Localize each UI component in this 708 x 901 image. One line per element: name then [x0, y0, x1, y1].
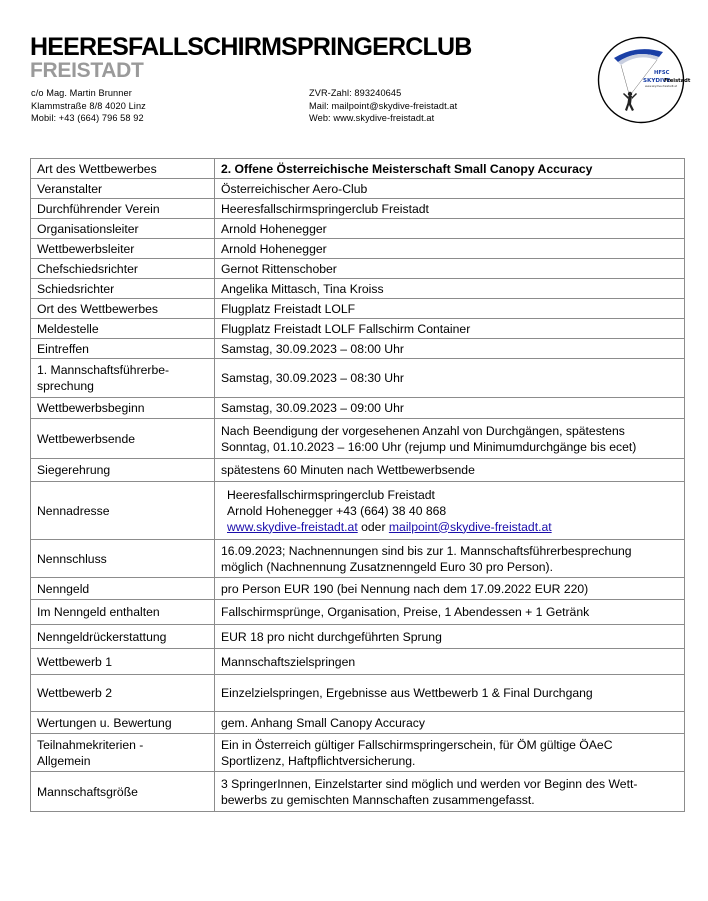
row-label: [31, 259, 215, 279]
postal-address: [31, 87, 146, 125]
row-label: [31, 600, 215, 625]
row-label-text: Nenngeldrückerstattung: [37, 629, 167, 644]
row-value-text: Nach Beendigung der vorgesehenen Anzahl von Durchgängen, spätestens: [221, 423, 625, 438]
row-label-text: Wettbewerbsbeginn: [37, 401, 145, 415]
logo-hfsc: HFSC: [654, 70, 670, 76]
row-value: [215, 772, 685, 812]
row-value: [215, 482, 685, 540]
row-label: [31, 398, 215, 419]
address-line: Klammstraße 8/8 4020 Linz: [31, 100, 146, 111]
row-label-text: Wettbewerbsleiter: [37, 241, 135, 256]
row-value: [215, 279, 685, 299]
mail-line: Mail: mailpoint@skydive-freistadt.at: [309, 100, 458, 111]
table-row: [31, 419, 685, 459]
table-row: [31, 600, 685, 625]
row-label-text: Siegerehrung: [37, 463, 111, 477]
row-value-text: pro Person EUR 190 (bei Nennung nach dem 17.09.2022 EUR 220): [221, 581, 589, 596]
row-label: [31, 339, 215, 359]
row-value: [215, 459, 685, 482]
logo-url: www.skydive-freistadt.at: [645, 85, 677, 88]
row-label: [31, 482, 215, 540]
website-link[interactable]: www.skydive-freistadt.at: [227, 519, 358, 534]
table-row: [31, 159, 685, 179]
row-value-text: 16.09.2023; Nachnennungen sind bis zur 1. Mannschaftsführerbesprechung: [221, 543, 632, 558]
row-value: [215, 578, 685, 600]
row-value-text: 3 SpringerInnen, Einzelstarter sind möglich und werden vor Beginn des Wett-: [221, 776, 638, 791]
row-value-text: spätestens 60 Minuten nach Wettbewerbsende: [221, 463, 475, 477]
table-row: [31, 179, 685, 199]
row-value-text: Samstag, 30.09.2023 – 09:00 Uhr: [221, 401, 404, 415]
row-value-text: Heeresfallschirmspringerclub Freistadt: [227, 487, 435, 502]
row-value: [215, 734, 685, 772]
row-value: [215, 339, 685, 359]
row-label-text: Eintreffen: [37, 341, 89, 356]
club-city: FREISTADT: [30, 59, 144, 82]
row-label-text: Durchführender Verein: [37, 201, 160, 216]
row-value-text: Österreichischer Aero-Club: [221, 181, 368, 196]
row-value-text: Samstag, 30.09.2023 – 08:00 Uhr: [221, 341, 404, 356]
row-label-text: Wettbewerb 1: [37, 654, 112, 669]
club-name: HEERESFALLSCHIRMSPRINGERCLUB: [30, 33, 472, 61]
row-value-text: Samstag, 30.09.2023 – 08:30 Uhr: [221, 371, 404, 385]
row-label: [31, 734, 215, 772]
row-value-text: Flugplatz Freistadt LOLF: [221, 301, 356, 316]
row-value-text: Sonntag, 01.10.2023 – 16:00 Uhr (rejump und Minimumdurchgänge bis ecet): [221, 439, 637, 454]
row-value: [215, 600, 685, 625]
row-value-text: Einzelzielspringen, Ergebnisse aus Wettbewerb 1 & Final Durchgang: [221, 686, 593, 700]
row-value: [215, 319, 685, 339]
row-value-text: möglich (Nachnennung Zusatznenngeld Euro 30 pro Person).: [221, 559, 553, 574]
table-row: [31, 199, 685, 219]
table-row: [31, 540, 685, 578]
table-row: [31, 649, 685, 675]
address-line: c/o Mag. Martin Brunner: [31, 88, 132, 98]
row-label-text: Allgemein: [37, 753, 91, 768]
row-label: [31, 159, 215, 179]
links-separator: oder: [357, 519, 389, 534]
row-value: [215, 159, 685, 179]
row-value-text: Heeresfallschirmspringerclub Freistadt: [221, 201, 429, 216]
table-row: [31, 578, 685, 600]
row-label: [31, 299, 215, 319]
table-row: [31, 319, 685, 339]
row-label: [31, 359, 215, 398]
phone-line: Mobil: +43 (664) 796 58 92: [31, 113, 144, 123]
row-label-text: Organisationsleiter: [37, 221, 139, 236]
row-label-text: Im Nenngeld enthalten: [37, 605, 160, 619]
row-value: [215, 259, 685, 279]
row-value: [215, 419, 685, 459]
row-label-text: Nennschluss: [37, 551, 107, 566]
row-value: [215, 199, 685, 219]
table-row: [31, 482, 685, 540]
row-value: [215, 649, 685, 675]
row-label-text: Nenngeld: [37, 581, 90, 596]
row-value: [215, 299, 685, 319]
row-value: [215, 359, 685, 398]
table-row: [31, 259, 685, 279]
table-row: [31, 625, 685, 649]
row-value-text: Angelika Mittasch, Tina Kroiss: [221, 281, 384, 296]
row-label-text: Ort des Wettbewerbes: [37, 301, 159, 316]
email-link[interactable]: mailpoint@skydive-freistadt.at: [388, 519, 552, 534]
links-line: [221, 519, 678, 535]
table-row: [31, 459, 685, 482]
row-label-text: Meldestelle: [37, 321, 99, 336]
table-row: [31, 359, 685, 398]
row-label-text: 1. Mannschaftsführerbe-: [37, 363, 170, 377]
row-value-text: 2. Offene Österreichische Meisterschaft Small Canopy Accuracy: [221, 161, 593, 176]
row-label-text: Wertungen u. Bewertung: [37, 715, 172, 730]
contact-details: [309, 87, 457, 125]
row-label-text: Chefschiedsrichter: [37, 261, 138, 276]
row-label-text: Wettbewerbsende: [37, 431, 136, 446]
row-label-text: Schiedsrichter: [37, 281, 115, 296]
row-label-text: Veranstalter: [37, 181, 103, 196]
row-label: [31, 649, 215, 675]
row-value-text: Ein in Österreich gültiger Fallschirmspringerschein, für ÖM gültige ÖAeC: [221, 737, 613, 752]
row-label: [31, 199, 215, 219]
row-value: [215, 675, 685, 712]
row-label-text: Nennadresse: [37, 503, 110, 518]
row-label-text: Mannschaftsgröße: [37, 784, 138, 799]
row-label: [31, 459, 215, 482]
row-value-text: Flugplatz Freistadt LOLF Fallschirm Container: [221, 321, 471, 336]
row-value: [215, 625, 685, 649]
row-label-text: Teilnahmekriterien -: [37, 737, 144, 752]
table-row: [31, 339, 685, 359]
table-row: [31, 772, 685, 812]
row-label-text: sprechung: [37, 379, 94, 393]
row-label-text: Art des Wettbewerbes: [37, 161, 157, 176]
row-label: [31, 712, 215, 734]
table-row: [31, 675, 685, 712]
row-value-text: Fallschirmsprünge, Organisation, Preise, 1 Abendessen + 1 Getränk: [221, 605, 590, 619]
table-row: [31, 398, 685, 419]
row-value: [215, 179, 685, 199]
logo-freistadt: Freistadt: [664, 78, 691, 84]
row-label: [31, 179, 215, 199]
row-label-text: Wettbewerb 2: [37, 686, 112, 700]
skydive-freistadt-logo: [597, 36, 691, 124]
row-value: [215, 239, 685, 259]
row-label: [31, 279, 215, 299]
zvr-number: ZVR-Zahl: 893240645: [309, 88, 402, 98]
row-value: [215, 712, 685, 734]
row-label: [31, 419, 215, 459]
row-label: [31, 578, 215, 600]
row-value-text: EUR 18 pro nicht durchgeführten Sprung: [221, 629, 442, 644]
row-value-text: bewerbs zu gemischten Mannschaften zusammengefasst.: [221, 792, 535, 807]
table-row: [31, 299, 685, 319]
row-value: [215, 540, 685, 578]
row-value-text: Gernot Rittenschober: [221, 261, 337, 276]
logo-skydive: SKYDIVE: [643, 78, 671, 84]
table-row: [31, 239, 685, 259]
row-value-text: Arnold Hohenegger +43 (664) 38 40 868: [227, 503, 447, 518]
row-value: [215, 219, 685, 239]
row-label: [31, 772, 215, 812]
web-line: Web: www.skydive-freistadt.at: [309, 113, 435, 123]
table-row: [31, 734, 685, 772]
row-label: [31, 625, 215, 649]
table-row: [31, 712, 685, 734]
row-label: [31, 675, 215, 712]
row-value-text: Arnold Hohenegger: [221, 221, 327, 236]
row-value-text: Arnold Hohenegger: [221, 241, 327, 256]
row-label: [31, 239, 215, 259]
row-value-text: Mannschaftszielspringen: [221, 654, 356, 669]
row-label: [31, 219, 215, 239]
row-value: [215, 398, 685, 419]
row-label: [31, 319, 215, 339]
table-row: [31, 279, 685, 299]
row-value-text: gem. Anhang Small Canopy Accuracy: [221, 715, 425, 730]
row-value-text: Sportlizenz, Haftpflichtversicherung.: [221, 753, 416, 768]
competition-details-table: [30, 158, 685, 812]
row-label: [31, 540, 215, 578]
table-row: [31, 219, 685, 239]
